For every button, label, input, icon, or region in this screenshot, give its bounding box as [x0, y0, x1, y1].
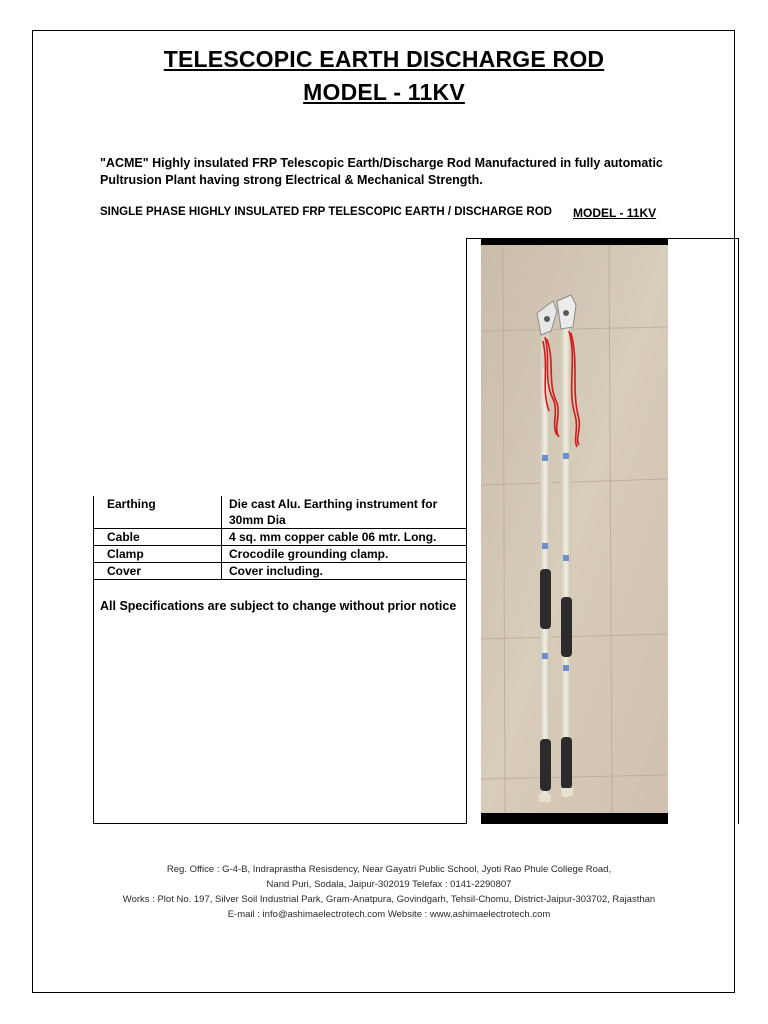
- specification-notice: All Specifications are subject to change without prior notice: [100, 599, 457, 613]
- spec-table: [93, 496, 467, 580]
- rod-grip: [540, 739, 551, 791]
- spec-value: Crocodile grounding clamp.: [222, 546, 468, 563]
- spec-key: Cable: [93, 529, 222, 546]
- spec-row-earthing: [93, 496, 467, 529]
- footer-line-city: Nand Puri, Sodala, Jaipur-302019 Telefax : 0141-2290807: [266, 879, 512, 890]
- intro-paragraph: [100, 155, 700, 189]
- document-title: TELESCOPIC EARTH DISCHARGE ROD: [163, 46, 605, 72]
- spec-value: [222, 496, 468, 529]
- spec-value-line: 30mm Dia: [229, 513, 286, 527]
- spec-value-line: Die cast Alu. Earthing instrument for: [229, 497, 438, 511]
- spec-value: 4 sq. mm copper cable 06 mtr. Long.: [222, 529, 468, 546]
- intro-line-1: "ACME" Highly insulated FRP Telescopic Earth/Discharge Rod Manufactured in fully automatic: [100, 156, 663, 170]
- spec-row-cover: [93, 563, 467, 580]
- model-title: MODEL - 11KV: [303, 79, 465, 105]
- spec-key: Cover: [93, 563, 222, 580]
- rod-grip: [561, 737, 572, 789]
- product-photo: [481, 239, 668, 824]
- rod-grip: [540, 569, 551, 629]
- footer-line-contact: E-mail : info@ashimaelectrotech.com Website : www.ashimaelectrotech.com: [227, 909, 551, 920]
- rod-grip: [561, 597, 572, 657]
- spec-row-clamp: [93, 546, 467, 563]
- spec-key: Clamp: [93, 546, 222, 563]
- spec-key: Earthing: [107, 497, 156, 511]
- spec-value: Cover including.: [222, 563, 468, 580]
- intro-line-2: Pultrusion Plant having strong Electrical & Mechanical Strength.: [100, 173, 483, 187]
- footer-line-works: Works : Plot No. 197, Silver Soil Industrial Park, Gram-Anatpura, Govindgarh, Tehsil-Chomu, District-Jaipur-303702, Rajasthan: [122, 894, 656, 905]
- subheading-model: MODEL - 11KV: [573, 206, 657, 220]
- spec-row-cable: [93, 529, 467, 546]
- footer-line-reg-office: Reg. Office : G-4-B, Indraprastha Resisdency, Near Gayatri Public School, Jyoti Rao Phule College Road,: [166, 864, 612, 875]
- company-address-footer: [104, 862, 674, 922]
- product-subheading: SINGLE PHASE HIGHLY INSULATED FRP TELESCOPIC EARTH / DISCHARGE ROD: [100, 206, 552, 218]
